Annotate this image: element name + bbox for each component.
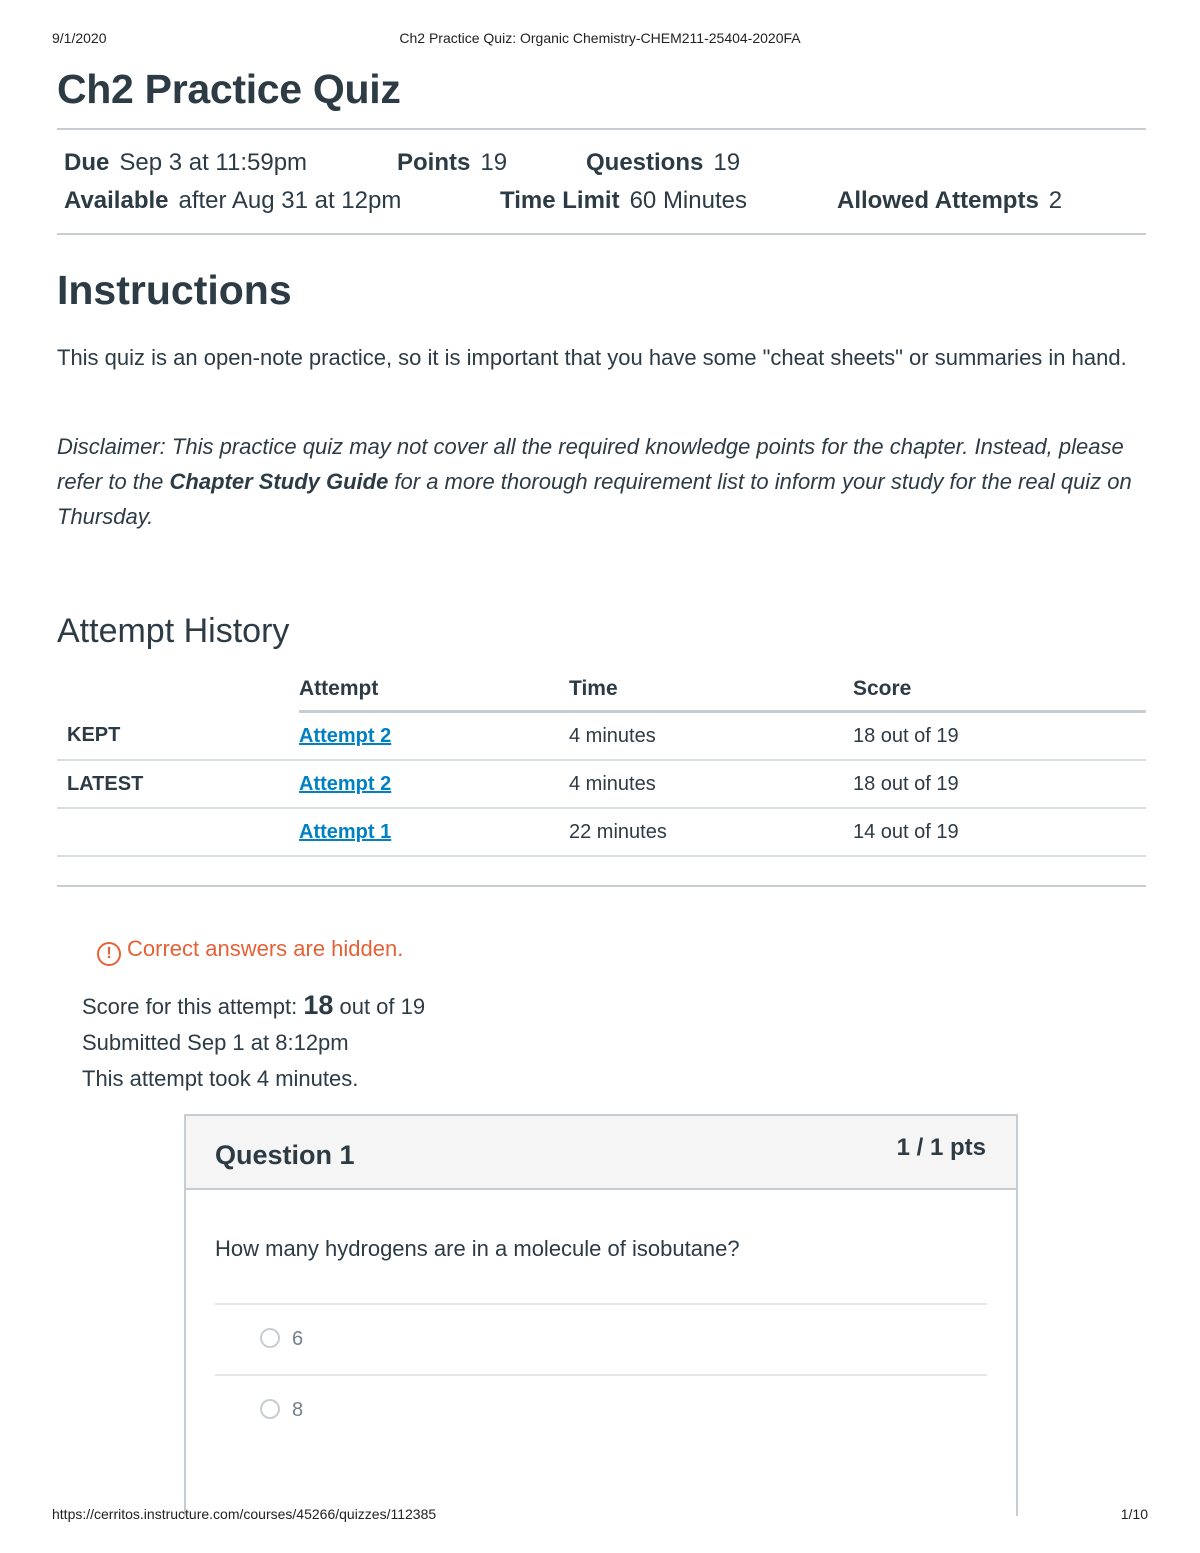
attempt-link[interactable]: Attempt 1	[299, 820, 392, 843]
attempt-link[interactable]: Attempt 2	[299, 724, 392, 747]
disclaimer-text-end: for a more thorough requirement list to inform your study for the real quiz on Thursday.	[57, 469, 1132, 529]
answer-option[interactable]	[260, 1399, 303, 1422]
divider	[57, 885, 1146, 887]
attempt-time: 4 minutes	[569, 712, 853, 761]
score-suffix: out of 19	[333, 994, 426, 1019]
print-date: 9/1/2020	[52, 30, 107, 46]
question-text: How many hydrogens are in a molecule of isobutane?	[215, 1236, 740, 1261]
answer-option[interactable]	[260, 1328, 303, 1351]
column-header-score: Score	[853, 668, 1146, 712]
question-points: 1 / 1 pts	[896, 1134, 986, 1161]
attempt-score: 18 out of 19	[853, 712, 1146, 761]
answer-divider	[215, 1303, 987, 1305]
questions-field	[586, 149, 740, 177]
time-limit-value: 60 Minutes	[629, 187, 747, 214]
divider	[57, 128, 1146, 130]
attempt-score-line	[82, 990, 425, 1021]
attempt-status-label	[57, 808, 299, 856]
time-limit-field	[500, 187, 747, 215]
allowed-attempts-value: 2	[1048, 187, 1063, 214]
answer-divider	[215, 1374, 987, 1376]
table-row	[57, 760, 1146, 808]
attempt-link[interactable]: Attempt 2	[299, 772, 392, 795]
column-header-time: Time	[569, 668, 853, 712]
answer-label: 8	[292, 1399, 304, 1421]
submitted-time: Submitted Sep 1 at 8:12pm	[82, 1030, 349, 1055]
question-card	[184, 1114, 1018, 1516]
attempt-history-table	[57, 668, 1146, 857]
disclaimer-text-start: Disclaimer: This practice quiz may not cover all the required knowledge points for the chapter. Instead, please refer to the	[57, 434, 1124, 494]
table-row	[57, 712, 1146, 761]
score-value: 18	[303, 990, 334, 1020]
attempt-score: 14 out of 19	[853, 808, 1146, 856]
attempt-status-label: LATEST	[57, 760, 299, 808]
available-field	[64, 187, 401, 215]
score-prefix: Score for this attempt:	[82, 994, 304, 1019]
points-value: 19	[480, 149, 508, 176]
column-header-attempt: Attempt	[299, 668, 569, 712]
due-label: Due	[64, 149, 110, 176]
allowed-attempts-label: Allowed Attempts	[837, 187, 1039, 214]
notice-text: Correct answers are hidden.	[127, 936, 404, 961]
print-page-title: Ch2 Practice Quiz: Organic Chemistry-CHEM211-25404-2020FA	[399, 30, 801, 46]
attempt-duration: This attempt took 4 minutes.	[82, 1066, 359, 1091]
questions-value: 19	[713, 149, 741, 176]
attempt-time: 4 minutes	[569, 760, 853, 808]
table-row	[57, 808, 1146, 856]
print-footer	[52, 1506, 1148, 1526]
column-header-label	[57, 668, 299, 712]
radio-button-icon[interactable]	[260, 1328, 280, 1348]
page-title: Ch2 Practice Quiz	[57, 66, 401, 112]
available-label: Available	[64, 187, 169, 214]
due-value: Sep 3 at 11:59pm	[119, 149, 308, 176]
answer-label: 6	[292, 1328, 304, 1350]
attempt-time: 22 minutes	[569, 808, 853, 856]
print-header	[52, 30, 1148, 50]
instructions-heading: Instructions	[57, 267, 292, 313]
attempt-status-label: KEPT	[57, 712, 299, 761]
due-field	[64, 149, 307, 177]
print-page-number: 1/10	[1120, 1506, 1148, 1522]
print-url: https://cerritos.instructure.com/courses/45266/quizzes/112385	[52, 1506, 437, 1522]
points-label: Points	[397, 149, 471, 176]
study-guide-reference: Chapter Study Guide	[169, 469, 389, 494]
radio-button-icon[interactable]	[260, 1399, 280, 1419]
question-header	[186, 1116, 1016, 1190]
disclaimer-paragraph	[57, 429, 1146, 534]
attempt-history-heading: Attempt History	[57, 612, 290, 650]
available-value: after Aug 31 at 12pm	[178, 187, 402, 214]
questions-label: Questions	[586, 149, 704, 176]
instructions-paragraph: This quiz is an open-note practice, so it is important that you have some "cheat sheets" or summaries in hand.	[57, 345, 1127, 370]
correct-answers-hidden-notice	[97, 936, 403, 966]
attempt-cell	[299, 808, 569, 856]
attempt-cell	[299, 712, 569, 761]
attempt-cell	[299, 760, 569, 808]
points-field	[397, 149, 507, 177]
attempt-score: 18 out of 19	[853, 760, 1146, 808]
divider	[57, 233, 1146, 235]
table-header-row	[57, 668, 1146, 712]
allowed-attempts-field	[837, 187, 1062, 215]
question-title: Question 1	[215, 1140, 355, 1170]
exclamation-circle-icon: !	[97, 942, 121, 966]
time-limit-label: Time Limit	[500, 187, 620, 214]
